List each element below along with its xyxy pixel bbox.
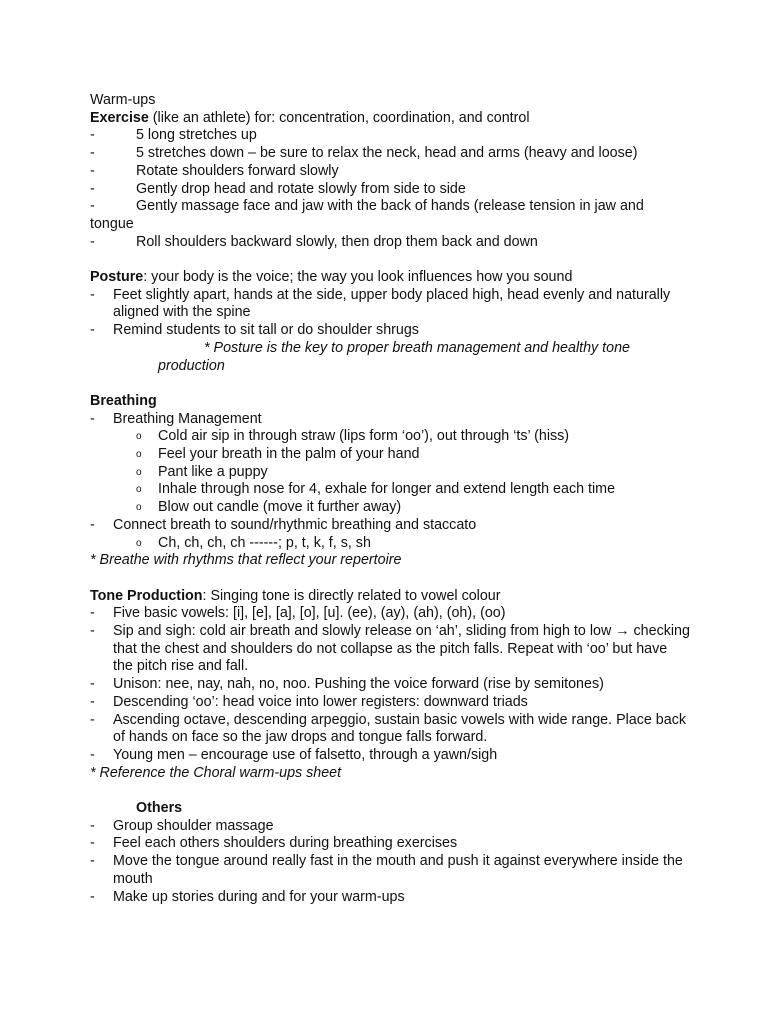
dash: -	[90, 145, 95, 162]
dash: -	[90, 286, 95, 303]
dash: -	[90, 198, 95, 215]
list-item: - Young men – encourage use of falsetto, through a yawn/sigh	[90, 746, 498, 763]
dash: -	[90, 623, 95, 640]
dash: -	[90, 711, 95, 728]
dash: -	[90, 676, 95, 693]
list-item: - Connect breath to sound/rhythmic breathing and staccato	[90, 516, 477, 533]
others-heading: Others	[136, 800, 183, 817]
posture-text: : your body is the voice; the way you look influences how you sound	[143, 269, 573, 286]
sub-item: o Feel your breath in the palm of your hand	[136, 446, 420, 463]
list-item: - Breathing Management	[90, 410, 262, 427]
list-item: - Rotate shoulders forward slowly	[90, 162, 339, 179]
sub-item: o Blow out candle (move it further away)	[136, 499, 402, 516]
list-item: - 5 long stretches up	[90, 127, 257, 144]
exercise-heading	[90, 110, 690, 128]
sub-item: o Pant like a puppy	[136, 463, 268, 480]
breathing-heading: Breathing	[90, 392, 157, 409]
sub-item: o Inhale through nose for 4, exhale for longer and extend length each time	[136, 481, 616, 498]
tone-note: * Reference the Choral warm-ups sheet	[90, 764, 342, 781]
list-item: - Roll shoulders backward slowly, then drop them back and down	[90, 233, 538, 250]
list-item: - Feel each others shoulders during breathing exercises	[90, 835, 458, 852]
tone-heading: Tone Production: Singing tone is directly related to vowel colour	[90, 587, 501, 604]
posture-label: Posture	[90, 269, 144, 286]
list-item: - Sip and sigh: cold air breath and slowly release on ‘ah’, sliding from high to low → checking that the chest and shoulders do not collapse as the pitch falls. Repeat with ‘oo’ but have the pitch rise and fall.	[90, 623, 690, 675]
list-item: - Feet slightly apart, hands at the side, upper body placed high, head evenly and naturally aligned with the spine	[90, 286, 671, 321]
dash: -	[90, 605, 95, 622]
dash: -	[90, 180, 95, 197]
list-item: - Ascending octave, descending arpeggio, sustain basic vowels with wide range. Place back of hands on face so the jaw drops and tongue falls forward.	[90, 711, 687, 746]
exercise-text: (like an athlete) for: concentration, coordination, and control	[148, 109, 530, 126]
doc-title: Warm-ups	[90, 92, 156, 108]
list-item: - Gently massage face and jaw with the back of hands (release tension in jaw and	[90, 198, 644, 215]
sub-item: o Cold air sip in through straw (lips form ‘oo’), out through ‘ts’ (hiss)	[136, 428, 570, 445]
document-page	[90, 92, 690, 906]
dash: -	[90, 516, 95, 533]
bullet-icon: o	[136, 431, 142, 443]
posture-note-cont: production	[158, 357, 225, 374]
list-item: - 5 stretches down – be sure to relax the neck, head and arms (heavy and loose)	[90, 145, 638, 162]
dash: -	[90, 888, 95, 905]
list-item: - Unison: nee, nay, nah, no, noo. Pushing the voice forward (rise by semitones)	[90, 676, 604, 693]
bullet-icon: o	[136, 537, 142, 549]
dash: -	[90, 410, 95, 427]
list-item: - Five basic vowels: [i], [e], [a], [o], [u]. (ee), (ay), (ah), (oh), (oo)	[90, 605, 506, 622]
sub-item: o Ch, ch, ch, ch ------; p, t, k, f, s, sh	[136, 534, 371, 551]
dash: -	[90, 835, 95, 852]
dash: -	[90, 322, 95, 339]
list-item: - Group shoulder massage	[90, 817, 274, 834]
list-item: - Remind students to sit tall or do shoulder shrugs	[90, 322, 419, 339]
list-item-wrap: tongue	[90, 215, 134, 232]
posture-note: * Posture is the key to proper breath management and healthy tone	[204, 339, 630, 356]
list-item: - Move the tongue around really fast in the mouth and push it against everywhere inside the mouth	[90, 853, 683, 887]
list-item: - Make up stories during and for your warm-ups	[90, 888, 405, 905]
dash: -	[90, 233, 95, 250]
bullet-icon: o	[136, 466, 142, 478]
dash: -	[90, 693, 95, 710]
breathing-note: * Breathe with rhythms that reflect your repertoire	[90, 552, 402, 569]
list-item: - Descending ‘oo’: head voice into lower registers: downward triads	[90, 693, 528, 710]
dash: -	[90, 746, 95, 763]
posture-heading	[90, 269, 690, 287]
bullet-icon: o	[136, 449, 142, 461]
list-item: - Gently drop head and rotate slowly from side to side	[90, 180, 466, 197]
exercise-label: Exercise	[90, 109, 149, 126]
dash: -	[90, 817, 95, 834]
bullet-icon: o	[136, 502, 142, 514]
dash: -	[90, 127, 95, 144]
bullet-icon: o	[136, 484, 142, 496]
dash: -	[90, 162, 95, 179]
dash: -	[90, 853, 95, 870]
